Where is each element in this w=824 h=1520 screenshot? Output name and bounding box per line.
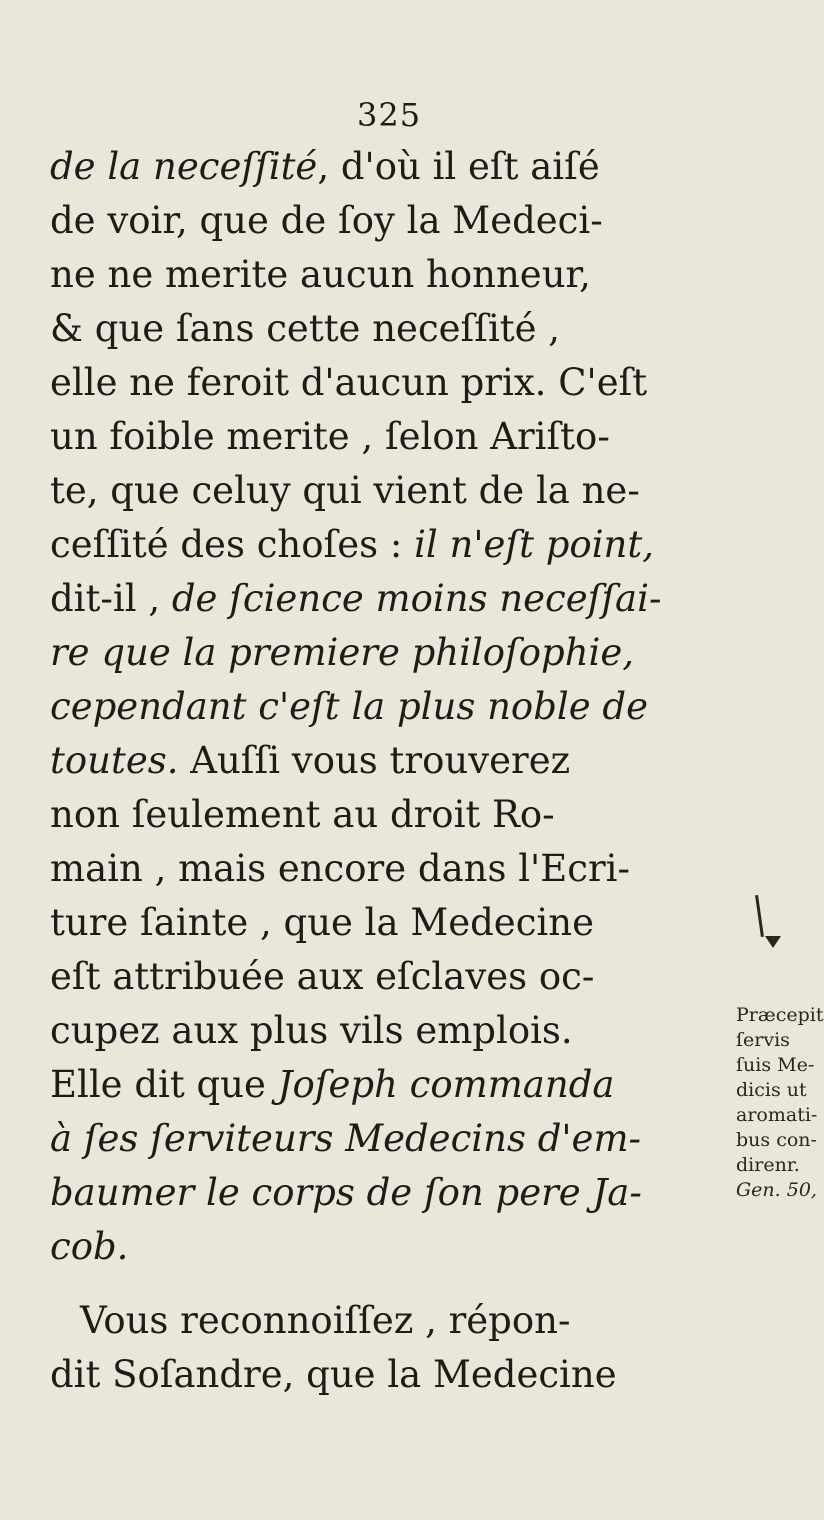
text-segment: , d'où il eſt aiſé bbox=[317, 145, 600, 188]
text-line bbox=[50, 1112, 750, 1166]
marginal-arrow-icon bbox=[765, 936, 781, 948]
text-line bbox=[50, 518, 750, 572]
margin-note-line: dicis ut bbox=[736, 1079, 807, 1101]
text-segment: à ſes ſerviteurs Medecins d'em- bbox=[50, 1117, 642, 1160]
text-segment: cob. bbox=[50, 1225, 129, 1268]
text-line bbox=[50, 410, 750, 464]
text-line bbox=[50, 950, 750, 1004]
text-segment: cupez aux plus vils emplois. bbox=[50, 1009, 573, 1052]
text-line bbox=[50, 356, 750, 410]
text-line bbox=[50, 680, 750, 734]
text-line bbox=[50, 194, 750, 248]
margin-note bbox=[736, 1003, 824, 1203]
margin-note-line: bus con- bbox=[736, 1129, 817, 1151]
margin-note-line: ſuis Me- bbox=[736, 1054, 815, 1076]
text-segment: dit Soſandre, que la Medecine bbox=[50, 1353, 617, 1396]
text-segment: te, que celuy qui vient de la ne- bbox=[50, 469, 640, 512]
text-segment: ture ſainte , que la Medecine bbox=[50, 901, 594, 944]
text-segment: re que la premiere philoſophie, bbox=[50, 631, 635, 674]
text-line bbox=[50, 1004, 750, 1058]
text-line bbox=[50, 1294, 750, 1348]
text-segment: de la neceſſité bbox=[50, 145, 318, 188]
text-line bbox=[50, 1166, 750, 1220]
text-line bbox=[50, 1220, 750, 1274]
margin-note-line: Gen. 50, bbox=[736, 1179, 817, 1201]
margin-note-line: Præcepit bbox=[736, 1004, 824, 1026]
text-line bbox=[50, 248, 750, 302]
text-segment: Joſeph commanda bbox=[277, 1063, 615, 1106]
text-line bbox=[50, 1348, 750, 1402]
body-text bbox=[50, 140, 750, 1402]
text-line bbox=[50, 842, 750, 896]
text-line bbox=[50, 626, 750, 680]
text-segment: non ſeulement au droit Ro- bbox=[50, 793, 555, 836]
text-segment: ceſſité des choſes : bbox=[50, 523, 415, 566]
text-line bbox=[50, 302, 750, 356]
text-segment: un foible merite , ſelon Ariſto- bbox=[50, 415, 610, 458]
text-line bbox=[50, 788, 750, 842]
text-segment: main , mais encore dans l'Ecri- bbox=[50, 847, 630, 890]
text-segment: de ſcience moins neceſſai- bbox=[171, 577, 662, 620]
text-line bbox=[50, 1058, 750, 1112]
text-segment: ne ne merite aucun honneur, bbox=[50, 253, 591, 296]
margin-note-line: ſervis bbox=[736, 1029, 790, 1051]
text-segment: & que ſans cette neceſſité , bbox=[50, 307, 561, 350]
text-segment: dit-il , bbox=[50, 577, 172, 620]
text-segment: de voir, que de ſoy la Medeci- bbox=[50, 199, 603, 242]
text-segment: eſt attribuée aux eſclaves oc- bbox=[50, 955, 595, 998]
text-segment: Elle dit que bbox=[50, 1063, 278, 1106]
marginal-pointer-mark bbox=[755, 895, 764, 937]
text-segment: il n'eſt point, bbox=[414, 523, 654, 566]
page-number: 325 bbox=[357, 96, 422, 134]
paragraph-gap bbox=[50, 1274, 750, 1294]
text-line bbox=[50, 572, 750, 626]
text-segment: baumer le corps de ſon pere Ja- bbox=[50, 1171, 642, 1214]
text-segment: toutes. bbox=[50, 739, 179, 782]
text-line bbox=[50, 464, 750, 518]
margin-note-line: aromati- bbox=[736, 1104, 818, 1126]
text-segment: Vous reconnoiſſez , répon- bbox=[80, 1299, 571, 1342]
text-segment: Auſſi vous trouverez bbox=[178, 739, 571, 782]
margin-note-line: direnr. bbox=[736, 1154, 800, 1176]
text-segment: elle ne feroit d'aucun prix. C'eſt bbox=[50, 361, 648, 404]
text-line bbox=[50, 734, 750, 788]
text-segment: cependant c'eſt la plus noble de bbox=[50, 685, 648, 728]
text-line bbox=[50, 140, 750, 194]
text-line bbox=[50, 896, 750, 950]
